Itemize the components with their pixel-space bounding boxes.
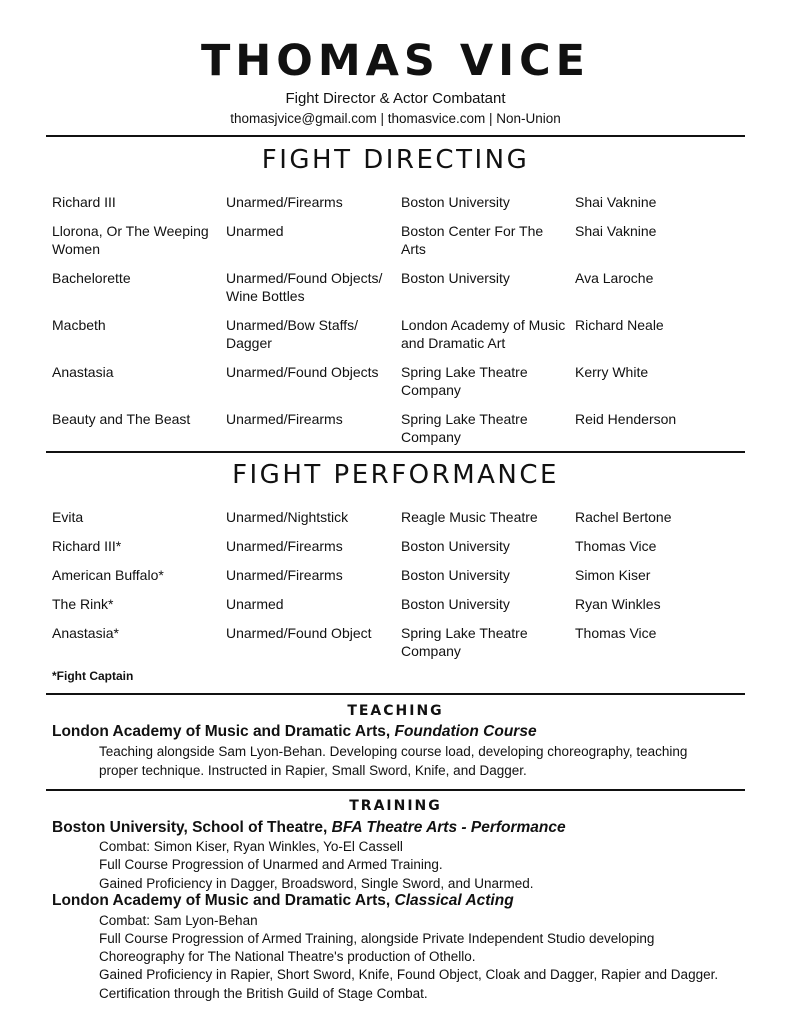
venue-cell: Boston University	[401, 194, 510, 210]
divider	[46, 135, 745, 137]
divider	[46, 789, 745, 791]
course-name: Foundation Course	[394, 723, 537, 740]
production-cell: Richard III	[52, 194, 116, 210]
venue-cell: Reagle Music Theatre	[401, 509, 538, 525]
venue-cell: Spring Lake Theatre Company	[401, 625, 528, 659]
entry-detail: Full Course Progression of Unarmed and Armed Training.	[99, 857, 443, 872]
style-cell: Unarmed/Firearms	[226, 567, 343, 583]
fight-captain-note: *Fight Captain	[52, 669, 134, 683]
style-cell: Unarmed/Firearms	[226, 411, 343, 427]
director-cell: Rachel Bertone	[575, 509, 672, 525]
style-cell: Unarmed/Found Objects/ Wine Bottles	[226, 270, 383, 304]
entry-detail: Combat: Sam Lyon-Behan	[99, 913, 258, 928]
entry-detail: Choreography for The National Theatre's production of Othello.	[99, 949, 476, 964]
section-title-teaching: TEACHING	[347, 703, 444, 719]
venue-cell: Spring Lake Theatre Company	[401, 411, 528, 445]
production-cell: Bachelorette	[52, 270, 131, 286]
school-name: London Academy of Music and Dramatic Arts,	[52, 892, 391, 909]
divider	[46, 451, 745, 453]
production-cell: Evita	[52, 509, 84, 525]
style-cell: Unarmed/Firearms	[226, 538, 343, 554]
director-cell: Shai Vaknine	[575, 223, 657, 239]
style-cell: Unarmed/Firearms	[226, 194, 343, 210]
venue-cell: Boston University	[401, 567, 510, 583]
section-title-training: TRAINING	[349, 798, 442, 814]
entry-detail: Combat: Simon Kiser, Ryan Winkles, Yo-El Cassell	[99, 839, 403, 854]
section-title-fight-directing: FIGHT DIRECTING	[261, 145, 530, 175]
director-cell: Reid Henderson	[575, 411, 677, 427]
entry-detail: Teaching alongside Sam Lyon-Behan. Developing course load, developing choreography, teaching	[99, 744, 688, 759]
director-cell: Simon Kiser	[575, 567, 651, 583]
course-name: Classical Acting	[394, 892, 514, 909]
venue-cell: Boston University	[401, 596, 510, 612]
school-name: Boston University, School of Theatre,	[52, 819, 328, 836]
venue-cell: Boston Center For The Arts	[401, 223, 544, 257]
entry-detail: Gained Proficiency in Rapier, Short Sword, Knife, Found Object, Cloak and Dagger, Rapier and Dagger.	[99, 967, 719, 982]
venue-cell: Boston University	[401, 270, 510, 286]
director-cell: Richard Neale	[575, 317, 664, 333]
production-cell: Anastasia*	[52, 625, 119, 641]
style-cell: Unarmed/Bow Staffs/ Dagger	[226, 317, 359, 351]
director-cell: Thomas Vice	[575, 625, 657, 641]
entry-detail: proper technique. Instructed in Rapier, Small Sword, Knife, and Dagger.	[99, 763, 527, 778]
style-cell: Unarmed/Nightstick	[226, 509, 349, 525]
director-cell: Ryan Winkles	[575, 596, 661, 612]
production-cell: American Buffalo*	[52, 567, 164, 583]
director-cell: Kerry White	[575, 364, 649, 380]
style-cell: Unarmed	[226, 596, 284, 612]
divider	[46, 693, 745, 695]
venue-cell: Boston University	[401, 538, 510, 554]
contact-line: thomasjvice@gmail.com | thomasvice.com | Non-Union	[230, 111, 561, 126]
director-cell: Thomas Vice	[575, 538, 657, 554]
director-cell: Shai Vaknine	[575, 194, 657, 210]
entry-detail: Gained Proficiency in Dagger, Broadsword, Single Sword, and Unarmed.	[99, 876, 534, 891]
teaching-entry-heading	[52, 722, 537, 741]
style-cell: Unarmed	[226, 223, 284, 239]
production-cell: Macbeth	[52, 317, 106, 333]
director-cell: Ava Laroche	[575, 270, 654, 286]
entry-detail: Full Course Progression of Armed Training, alongside Private Independent Studio developing	[99, 931, 655, 946]
training-entry-heading	[52, 818, 566, 837]
resume-name: THOMAS VICE	[200, 36, 591, 86]
resume-subtitle: Fight Director & Actor Combatant	[285, 90, 506, 107]
venue-cell: Spring Lake Theatre Company	[401, 364, 528, 398]
production-cell: The Rink*	[52, 596, 114, 612]
production-cell: Richard III*	[52, 538, 122, 554]
style-cell: Unarmed/Found Object	[226, 625, 372, 641]
training-entry-heading	[52, 891, 514, 910]
venue-cell: London Academy of Music and Dramatic Art	[401, 317, 566, 351]
style-cell: Unarmed/Found Objects	[226, 364, 379, 380]
production-cell: Anastasia	[52, 364, 114, 380]
production-cell: Beauty and The Beast	[52, 411, 191, 427]
section-title-fight-performance: FIGHT PERFORMANCE	[232, 460, 559, 490]
school-name: London Academy of Music and Dramatic Arts,	[52, 723, 391, 740]
entry-detail: Certification through the British Guild of Stage Combat.	[99, 986, 428, 1001]
course-name: BFA Theatre Arts - Performance	[331, 819, 566, 836]
production-cell: Llorona, Or The Weeping Women	[52, 223, 209, 257]
